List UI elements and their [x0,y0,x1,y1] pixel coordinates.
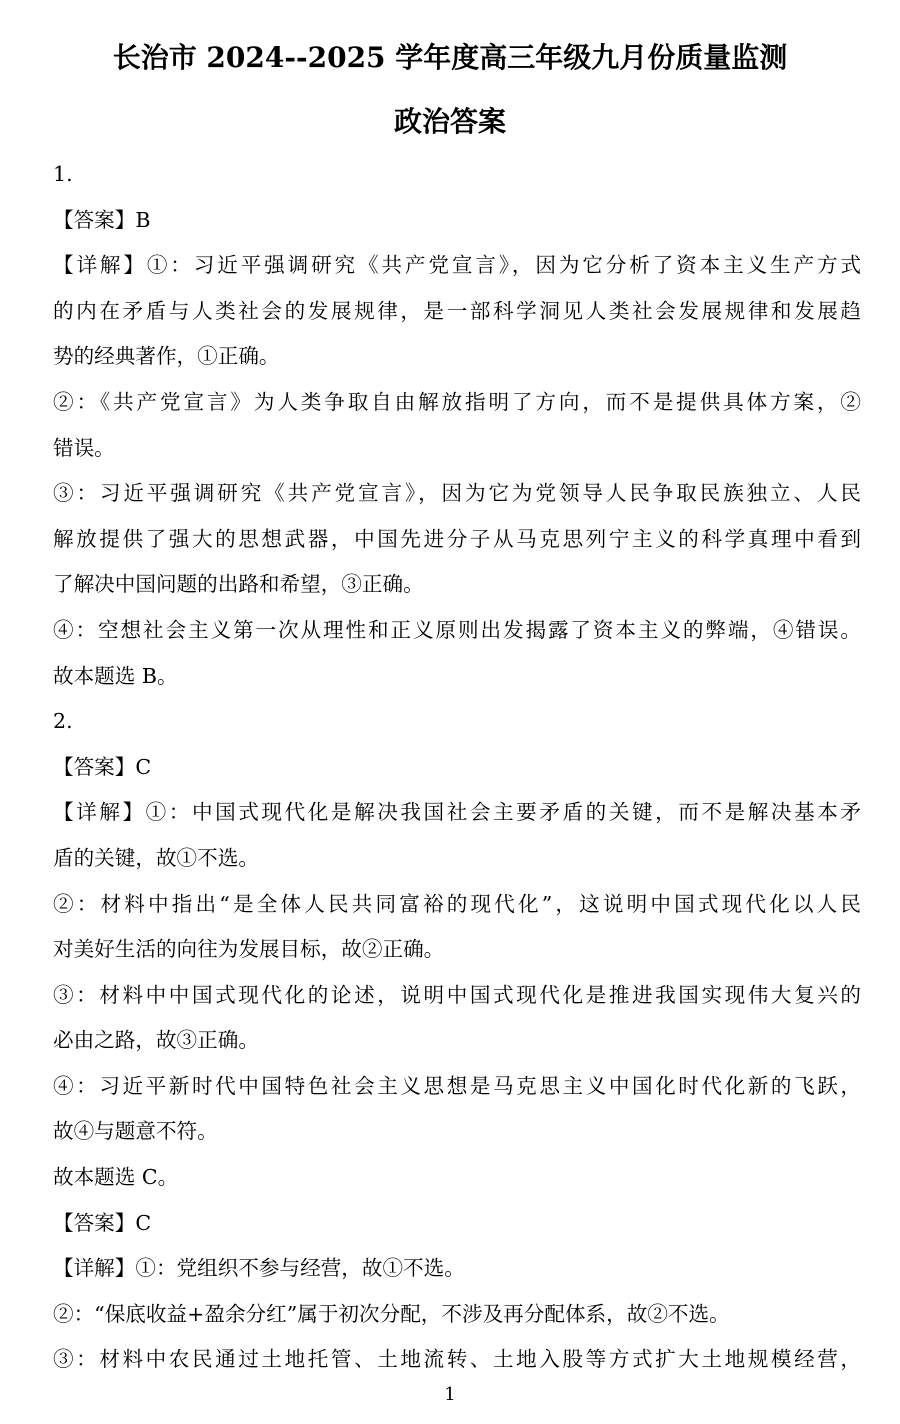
text-line: 的内在矛盾与人类社会的发展规律，是一部科学洞见人类社会发展规律和发展趋 [53,298,861,323]
text-line: 盾的关键，故①不选。 [53,845,259,870]
answer-content [53,152,861,1383]
text-line: 2. [53,709,73,734]
text-line: ③：材料中中国式现代化的论述，说明中国式现代化是推进我国实现伟大复兴的 [53,982,861,1007]
text-line: ②：《共产党宣言》为人类争取自由解放指明了方向，而不是提供具体方案，② [53,389,861,414]
text-line: 故本题选 B。 [53,663,178,688]
document-title: 长治市 2024--2025 学年度高三年级九月份质量监测 [112,41,788,74]
text-line: ②：“保底收益+盈余分红”属于初次分配，不涉及再分配体系，故②不选。 [53,1301,730,1326]
text-line: 了解决中国问题的出路和希望，③正确。 [53,572,424,597]
text-line: 错误。 [53,435,115,460]
text-line: 势的经典著作，①正确。 [53,344,280,369]
page-number: 1 [444,1384,456,1405]
text-line: 【答案】C [53,1210,152,1235]
text-line: ④：空想社会主义第一次从理性和正义原则出发揭露了资本主义的弊端，④错误。 [53,617,861,642]
text-line: 必由之路，故③正确。 [53,1028,259,1053]
text-line: 【详解】①：习近平强调研究《共产党宣言》，因为它分析了资本主义生产方式 [53,253,861,278]
text-line: 对美好生活的向往为发展目标，故②正确。 [53,937,445,962]
text-line: 【答案】B [53,207,151,232]
document-subtitle: 政治答案 [393,105,506,138]
text-line: ③：习近平强调研究《共产党宣言》，因为它为党领导人民争取民族独立、人民 [53,481,861,506]
text-line: ③：材料中农民通过土地托管、土地流转、土地入股等方式扩大土地规模经营， [53,1347,861,1372]
text-line: ②：材料中指出“是全体人民共同富裕的现代化”，这说明中国式现代化以人民 [53,891,861,916]
text-line: 故④与题意不符。 [53,1119,218,1144]
text-line: 【答案】C [53,754,152,779]
text-line: 1. [53,162,73,186]
text-line: ④：习近平新时代中国特色社会主义思想是马克思主义中国化时代化新的飞跃， [53,1073,861,1098]
text-line: 【详解】①：党组织不参与经营，故①不选。 [53,1256,465,1281]
text-line: 【详解】①：中国式现代化是解决我国社会主要矛盾的关键，而不是解决基本矛 [53,800,861,825]
text-line: 故本题选 C。 [53,1165,179,1190]
text-line: 解放提供了强大的思想武器，中国先进分子从马克思列宁主义的科学真理中看到 [53,526,861,551]
